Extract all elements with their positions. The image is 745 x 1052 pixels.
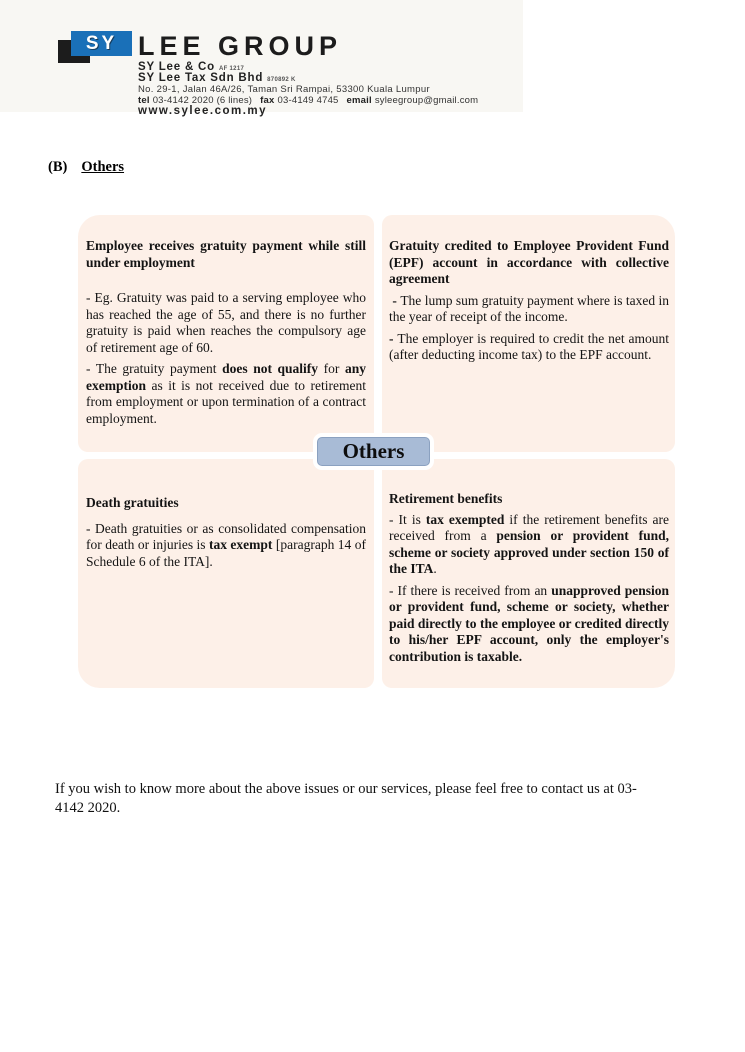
tel-number: 03-4142 2020 (6 lines): [152, 95, 253, 106]
tel-label: tel: [138, 95, 150, 106]
email-label: email: [346, 95, 372, 106]
email-address: syleegroup@gmail.com: [374, 95, 479, 106]
paragraph: - It is tax exempted if the retirement benefits are received from a pension or provident fund, scheme or society approved under section 150 of the ITA.: [389, 511, 669, 576]
firm1-registration-number: AF 1217: [218, 66, 245, 72]
company-logo: [71, 31, 132, 56]
box-title: Retirement benefits: [389, 491, 503, 506]
company-website: www.sylee.com.my: [138, 105, 268, 117]
box-title: Employee receives gratuity payment while still under employment: [86, 238, 366, 270]
info-box-death-gratuities: [78, 459, 374, 688]
box-body: [389, 293, 669, 364]
box-title: Gratuity credited to Employee Provident Fund (EPF) account in accordance with collective agreement: [389, 238, 669, 286]
firm2-name: SY Lee Tax Sdn Bhd: [138, 72, 264, 84]
paragraph: - If there is received from an unapproved pension or provident fund, scheme or society, whether paid directly to the employee or credited directly to his/her EPF account, only the employer's contribution is taxable.: [389, 582, 669, 664]
paragraph: - The employer is required to credit the net amount (after deducting income tax) to the EPF account.: [389, 330, 669, 362]
fax-number: 03-4149 4745: [277, 95, 339, 106]
footer-note: [55, 780, 697, 818]
firm1-name: SY Lee & Co: [138, 61, 215, 73]
section-heading: [48, 159, 124, 176]
paragraph: - The gratuity payment does not qualify for any exemption as it is not received due to retirement from employment or upon termination of a contract employment.: [86, 361, 367, 426]
others-center-badge: [317, 437, 430, 466]
logo-sy-text: SY: [85, 32, 118, 54]
info-grid: [78, 215, 675, 688]
info-box-gratuity-under-employment: [78, 215, 374, 452]
fax-label: fax: [260, 95, 275, 106]
box-body: [389, 512, 669, 666]
info-box-retirement-benefits: [382, 459, 675, 688]
paragraph: - The lump sum gratuity payment where is taxed in the year of receipt of the income.: [389, 292, 669, 324]
footer-line-1: If you wish to know more about the above issues or our services, please feel free to contact us at 03-: [55, 781, 637, 797]
paragraph: - Eg. Gratuity was paid to a serving employee who has reached the age of 55, and there is no further gratuity is paid when reaches the compulsory age of retirement age of 60.: [86, 290, 366, 355]
box-title: Death gratuities: [86, 495, 179, 510]
brand-name: LEE GROUP: [138, 31, 343, 61]
box-body: [86, 290, 366, 427]
firm2-registration-number: 870892 K: [267, 77, 296, 83]
section-index: (B): [48, 159, 68, 175]
section-title: Others: [81, 159, 125, 175]
others-badge-label: Others: [342, 439, 405, 463]
footer-line-2: 4142 2020.: [55, 800, 121, 816]
firm-name-2: [138, 72, 296, 84]
paragraph: - Death gratuities or as consolidated compensation for death or injuries is tax exempt [paragraph 14 of Schedule 6 of the ITA].: [86, 520, 366, 569]
info-box-gratuity-epf: [382, 215, 675, 452]
box-body: [86, 521, 366, 571]
company-address: No. 29-1, Jalan 46A/26, Taman Sri Rampai, 53300 Kuala Lumpur: [138, 84, 430, 95]
